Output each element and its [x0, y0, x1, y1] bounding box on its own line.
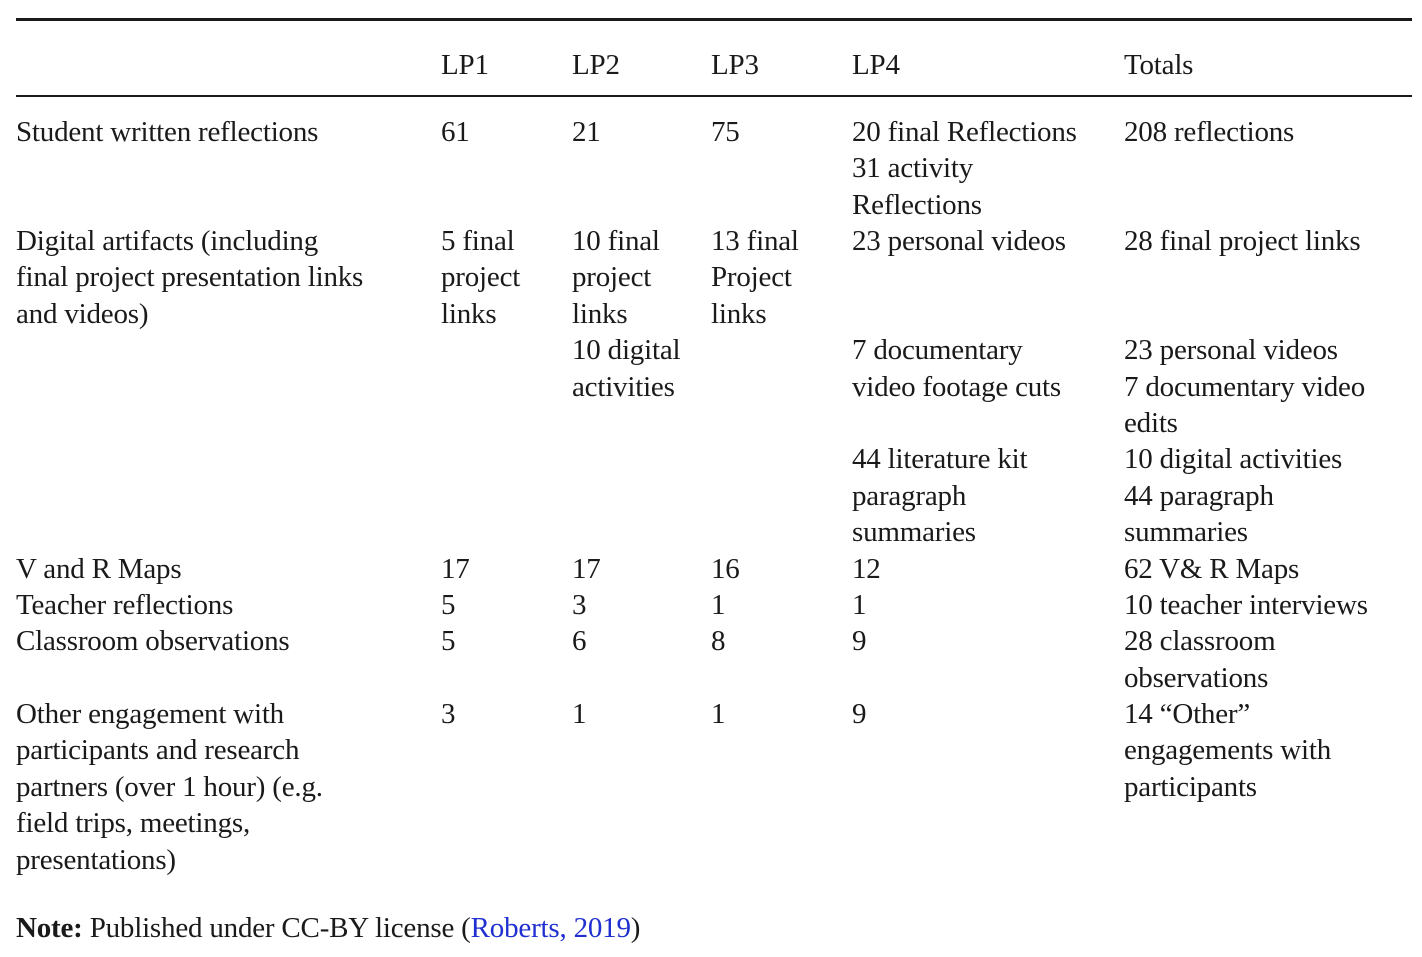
note-label: Note: [16, 912, 83, 944]
cell-observations-lp1: 5 [441, 625, 456, 657]
cell-artifacts-totals: 7 documentary video [1124, 371, 1366, 403]
cell-artifacts-lp2: project [572, 261, 652, 293]
header-lp4: LP4 [852, 49, 900, 81]
row-label-reflections: Student written reflections [16, 116, 319, 148]
cell-artifacts-lp2: activities [572, 371, 675, 403]
cell-artifacts-lp2: 10 digital [572, 334, 681, 366]
cell-artifacts-lp4: video footage cuts [852, 371, 1062, 403]
cell-artifacts-totals: summaries [1124, 516, 1248, 548]
cell-reflections-lp3: 75 [711, 116, 740, 148]
cell-maps-lp1: 17 [441, 553, 470, 585]
header-rule [16, 95, 1412, 97]
row-label-artifacts: final project presentation links [16, 261, 364, 293]
cell-maps-totals: 62 V& R Maps [1124, 553, 1300, 585]
cell-artifacts-lp4: 44 literature kit [852, 443, 1028, 475]
cell-other-lp4: 9 [852, 698, 867, 730]
cell-artifacts-lp4: summaries [852, 516, 976, 548]
cell-reflections-lp1: 61 [441, 116, 470, 148]
cell-other-lp2: 1 [572, 698, 587, 730]
cell-teacher-totals: 10 teacher interviews [1124, 589, 1368, 621]
cell-reflections-lp4: 20 final Reflections [852, 116, 1077, 148]
header-lp3: LP3 [711, 49, 759, 81]
row-label-other: presentations) [16, 844, 176, 876]
cell-observations-lp3: 8 [711, 625, 726, 657]
row-label-artifacts: Digital artifacts (including [16, 225, 319, 257]
cell-other-lp1: 3 [441, 698, 456, 730]
cell-artifacts-totals: edits [1124, 407, 1178, 439]
header-lp2: LP2 [572, 49, 620, 81]
cell-artifacts-lp3: links [711, 298, 767, 330]
cell-other-totals: participants [1124, 771, 1257, 803]
cell-teacher-lp4: 1 [852, 589, 867, 621]
cell-maps-lp4: 12 [852, 553, 881, 585]
note-close: ) [630, 912, 641, 944]
cell-teacher-lp2: 3 [572, 589, 587, 621]
cell-artifacts-totals: 44 paragraph [1124, 480, 1274, 512]
cell-teacher-lp3: 1 [711, 589, 726, 621]
cell-artifacts-lp1: 5 final [441, 225, 515, 257]
cell-reflections-lp4: Reflections [852, 189, 982, 221]
cell-artifacts-totals: 10 digital activities [1124, 443, 1343, 475]
cell-artifacts-totals: 23 personal videos [1124, 334, 1338, 366]
cell-artifacts-totals: 28 final project links [1124, 225, 1361, 257]
header-totals: Totals [1124, 49, 1194, 81]
cell-artifacts-lp1: project [441, 261, 521, 293]
row-label-other: field trips, meetings, [16, 807, 251, 839]
note-text: Published under CC-BY license ( [82, 912, 471, 944]
cell-observations-totals: observations [1124, 662, 1269, 694]
cell-artifacts-lp2: links [572, 298, 628, 330]
row-label-other: participants and research [16, 734, 300, 766]
cell-artifacts-lp4: 23 personal videos [852, 225, 1066, 257]
cell-other-totals: 14 “Other” [1124, 698, 1251, 730]
cell-other-lp3: 1 [711, 698, 726, 730]
row-label-other: partners (over 1 hour) (e.g. [16, 771, 323, 803]
cell-artifacts-lp4: 7 documentary [852, 334, 1023, 366]
row-label-observations: Classroom observations [16, 625, 290, 657]
table-note [16, 910, 640, 946]
cell-observations-totals: 28 classroom [1124, 625, 1276, 657]
cell-reflections-lp4: 31 activity [852, 152, 974, 184]
cell-artifacts-lp1: links [441, 298, 497, 330]
cell-observations-lp4: 9 [852, 625, 867, 657]
table-top-rule [16, 18, 1412, 21]
cell-maps-lp2: 17 [572, 553, 601, 585]
row-label-other: Other engagement with [16, 698, 284, 730]
cell-artifacts-lp3: Project [711, 261, 792, 293]
cell-maps-lp3: 16 [711, 553, 740, 585]
cell-observations-lp2: 6 [572, 625, 587, 657]
cell-artifacts-lp4: paragraph [852, 480, 967, 512]
cell-reflections-lp2: 21 [572, 116, 601, 148]
cell-reflections-totals: 208 reflections [1124, 116, 1295, 148]
citation-link[interactable]: Roberts, 2019 [470, 912, 631, 944]
cell-other-totals: engagements with [1124, 734, 1331, 766]
row-label-teacher: Teacher reflections [16, 589, 234, 621]
cell-teacher-lp1: 5 [441, 589, 456, 621]
header-lp1: LP1 [441, 49, 489, 81]
row-label-artifacts: and videos) [16, 298, 149, 330]
cell-artifacts-lp2: 10 final [572, 225, 660, 257]
cell-artifacts-lp3: 13 final [711, 225, 799, 257]
row-label-maps: V and R Maps [16, 553, 182, 585]
